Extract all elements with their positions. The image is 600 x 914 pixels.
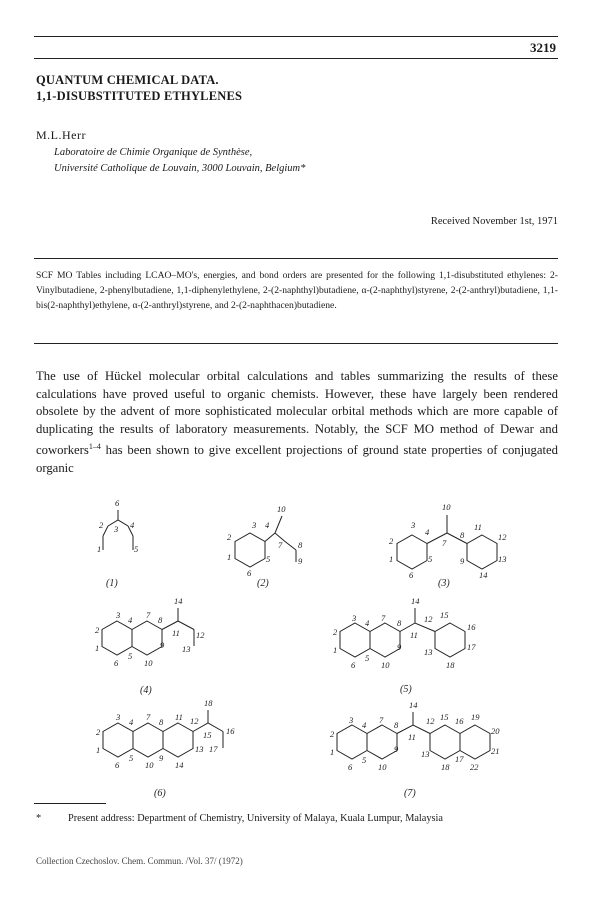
atom-label: 2 xyxy=(96,727,101,737)
structure-caption: (5) xyxy=(400,684,412,695)
atom-label: 2 xyxy=(95,625,100,635)
atom-label: 8 xyxy=(158,615,163,625)
atom-label: 10 xyxy=(145,760,154,770)
structure-caption: (4) xyxy=(140,685,152,696)
atom-label: 7 xyxy=(146,712,151,722)
atom-label: 17 xyxy=(209,744,218,754)
atom-label: 18 xyxy=(204,698,213,708)
structure-caption: (6) xyxy=(154,788,166,799)
atom-label: 2 xyxy=(99,520,104,530)
footnote-rule xyxy=(34,803,106,804)
atom-label: 3 xyxy=(252,520,257,530)
atom-label: 20 xyxy=(491,726,500,736)
atom-label: 14 xyxy=(411,596,420,606)
atom-label: 15 xyxy=(203,730,212,740)
atom-label: 17 xyxy=(467,642,476,652)
reference-superscript: 1–4 xyxy=(88,442,101,451)
atom-label: 13 xyxy=(421,749,430,759)
atom-label: 11 xyxy=(410,630,418,640)
atom-label: 1 xyxy=(97,544,102,554)
atom-label: 6 xyxy=(115,760,120,770)
atom-label: 1 xyxy=(96,745,101,755)
abstract-rule-top xyxy=(34,258,558,259)
atom-label: 8 xyxy=(298,540,303,550)
atom-label: 9 xyxy=(160,640,165,650)
structures-figure xyxy=(0,490,600,810)
atom-label: 1 xyxy=(333,645,338,655)
atom-label: 14 xyxy=(479,570,488,580)
atom-label: 19 xyxy=(471,712,480,722)
atom-label: 6 xyxy=(351,660,356,670)
atom-label: 1 xyxy=(227,552,232,562)
atom-label: 12 xyxy=(498,532,507,542)
atom-label: 8 xyxy=(460,530,465,540)
atom-label: 16 xyxy=(226,726,235,736)
atom-label: 5 xyxy=(362,755,367,765)
atom-label: 13 xyxy=(182,644,191,654)
atom-label: 12 xyxy=(426,716,435,726)
atom-label: 17 xyxy=(455,754,464,764)
atom-label: 13 xyxy=(424,647,433,657)
atom-label: 21 xyxy=(491,746,500,756)
atom-label: 5 xyxy=(128,651,133,661)
atom-label: 3 xyxy=(116,712,121,722)
atom-label: 11 xyxy=(408,732,416,742)
atom-label: 2 xyxy=(227,532,232,542)
atom-label: 8 xyxy=(397,618,402,628)
body-text-part-1: The use of Hückel molecular orbital calculations and tables summarizing the results of these calculations have proved useful to organic chemists. However, these have largely been rendered obsolete by the advent of more sophisticated molecular orbital methods which are more capable of duplicating the results of laboratory measurements. Notably, the SCF MO method of Dewar and coworkers xyxy=(36,369,558,458)
body-text-part-2: has been shown to give excellent projections of ground state properties of conjugated organic xyxy=(36,443,558,475)
atom-label: 3 xyxy=(352,613,357,623)
atom-label: 7 xyxy=(442,538,447,548)
atom-label: 11 xyxy=(172,628,180,638)
atom-label: 13 xyxy=(195,744,204,754)
atom-label: 6 xyxy=(348,762,353,772)
atom-label: 10 xyxy=(277,504,286,514)
atom-label: 12 xyxy=(190,716,199,726)
atom-label: 18 xyxy=(441,762,450,772)
atom-label: 9 xyxy=(394,744,399,754)
atom-label: 4 xyxy=(129,717,134,727)
journal-citation: Collection Czechoslov. Chem. Commun. /Vol. 37/ (1972) xyxy=(36,856,243,866)
atom-label: 7 xyxy=(278,540,283,550)
atom-label: 5 xyxy=(266,554,271,564)
atom-label: 3 xyxy=(349,715,354,725)
page-number: 3219 xyxy=(530,40,556,55)
title-line-1: QUANTUM CHEMICAL DATA. xyxy=(36,73,219,87)
atom-label: 4 xyxy=(425,527,430,537)
footnote-marker: * xyxy=(36,813,42,824)
atom-label: 7 xyxy=(146,610,151,620)
atom-label: 2 xyxy=(330,729,335,739)
atom-label: 10 xyxy=(381,660,390,670)
title-line-2: 1,1-DISUBSTITUTED ETHYLENES xyxy=(36,89,243,103)
footnote-text: Present address: Department of Chemistry, University of Malaya, Kuala Lumpur, Malaysia xyxy=(68,813,443,824)
atom-label: 22 xyxy=(470,762,479,772)
atom-label: 10 xyxy=(442,502,451,512)
atom-label: 4 xyxy=(362,720,367,730)
atom-label: 7 xyxy=(379,715,384,725)
affiliation-line-2: Université Catholique de Louvain, 3000 Louvain, Belgium* xyxy=(54,163,306,174)
received-date: Received November 1st, 1971 xyxy=(430,216,558,227)
atom-label: 6 xyxy=(114,658,119,668)
structure-caption: (2) xyxy=(257,578,269,589)
atom-label: 6 xyxy=(247,568,252,578)
atom-label: 2 xyxy=(333,627,338,637)
structure-caption: (1) xyxy=(106,578,118,589)
atom-label: 14 xyxy=(174,596,183,606)
atom-label: 1 xyxy=(389,554,394,564)
atom-label: 2 xyxy=(389,536,394,546)
atom-label: 9 xyxy=(397,642,402,652)
header-rule xyxy=(34,36,558,37)
structure-4-bonds xyxy=(162,608,194,646)
atom-label: 5 xyxy=(129,753,134,763)
atom-label: 4 xyxy=(130,520,135,530)
atom-label: 5 xyxy=(134,544,139,554)
footnote xyxy=(36,813,443,824)
atom-label: 8 xyxy=(394,720,399,730)
atom-label: 12 xyxy=(424,614,433,624)
atom-label: 10 xyxy=(144,658,153,668)
atom-label: 1 xyxy=(330,747,335,757)
atom-label: 5 xyxy=(365,653,370,663)
atom-label: 5 xyxy=(428,554,433,564)
atom-label: 9 xyxy=(298,556,303,566)
structure-caption: (7) xyxy=(404,788,416,799)
atom-label: 11 xyxy=(474,522,482,532)
author-name: M.L.Herr xyxy=(36,128,86,142)
atom-label: 11 xyxy=(175,712,183,722)
abstract-rule-bottom xyxy=(34,343,558,344)
atom-label: 8 xyxy=(159,717,164,727)
atom-label: 18 xyxy=(446,660,455,670)
atom-label: 7 xyxy=(381,613,386,623)
atom-label: 12 xyxy=(196,630,205,640)
structure-caption: (3) xyxy=(438,578,450,589)
abstract-text: SCF MO Tables including LCAO–MO's, energies, and bond orders are presented for the following 1,1-disubstituted ethylenes: 2-Vinylbutadiene, 2-phenylbutadiene, 1,1-diphenylethylene, 2-(2-naphthyl)butadiene, α-(2-naphthyl)styrene, 2-(2-anthryl)butadiene, 1,1-bis(2-naphthyl)ethylene, α-(2-anthryl)styrene, and 2-(2-naphthacen)butadiene. xyxy=(36,270,558,311)
article-title xyxy=(36,72,242,104)
atom-label: 3 xyxy=(116,610,121,620)
atom-label: 4 xyxy=(265,520,270,530)
affiliation-line-1: Laboratoire de Chimie Organique de Synthèse, xyxy=(54,147,253,158)
atom-label: 15 xyxy=(440,712,449,722)
atom-label: 3 xyxy=(411,520,416,530)
atom-label: 16 xyxy=(467,622,476,632)
atom-label: 16 xyxy=(455,716,464,726)
atom-label: 14 xyxy=(175,760,184,770)
atom-label: 10 xyxy=(378,762,387,772)
atom-label: 3 xyxy=(114,524,119,534)
atom-label: 14 xyxy=(409,700,418,710)
atom-label: 13 xyxy=(498,554,507,564)
atom-label: 6 xyxy=(409,570,414,580)
atom-label: 15 xyxy=(440,610,449,620)
atom-label: 4 xyxy=(128,615,133,625)
body-paragraph xyxy=(36,368,558,477)
header-rule-bottom xyxy=(34,58,558,59)
atom-label: 9 xyxy=(159,753,164,763)
atom-label: 9 xyxy=(460,556,465,566)
atom-label: 6 xyxy=(115,498,120,508)
atom-label: 1 xyxy=(95,643,100,653)
atom-label: 4 xyxy=(365,618,370,628)
